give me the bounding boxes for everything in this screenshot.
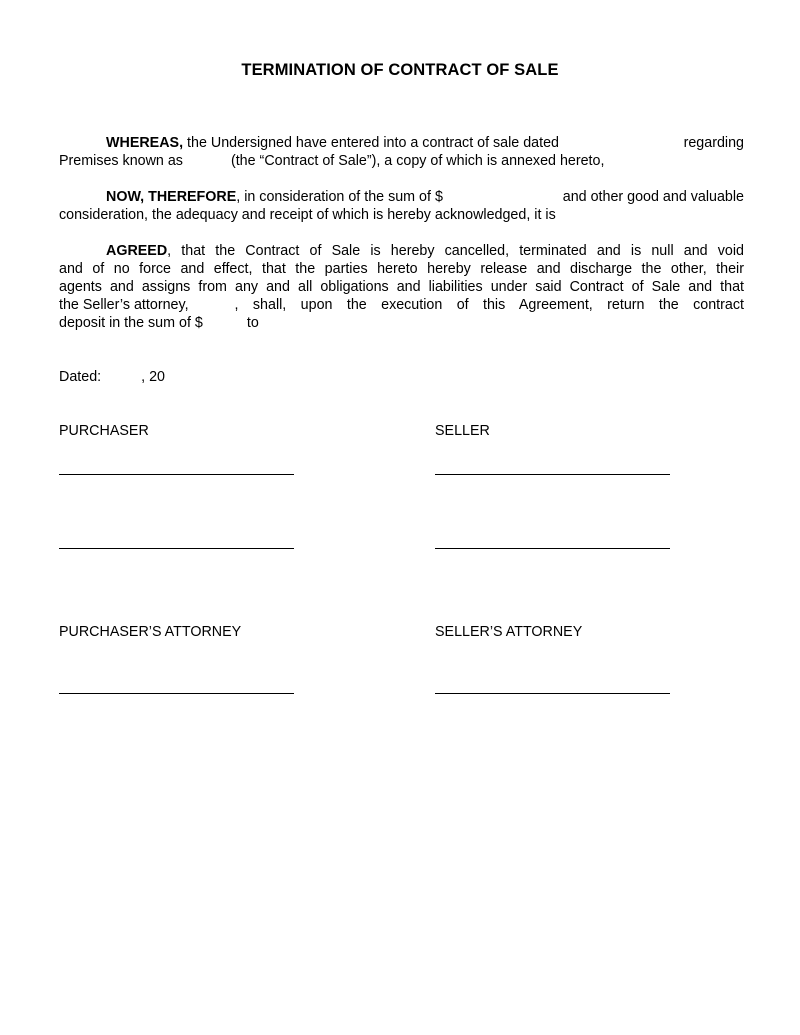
dated-line xyxy=(59,369,165,385)
now-therefore-paragraph xyxy=(59,188,744,224)
seller-signature-line-1 xyxy=(435,474,670,475)
purchaser-label: PURCHASER xyxy=(59,423,149,439)
purchaser-attorney-label: PURCHASER’S ATTORNEY xyxy=(59,624,242,640)
now-therefore-line2: consideration, the adequacy and receipt of which is hereby acknowledged, it is xyxy=(59,207,556,223)
agreed-line4-end: , shall, upon the execution of this Agreement, return the contract xyxy=(234,297,744,313)
whereas-line1-end: regarding xyxy=(683,135,744,151)
agreed-line5-start: deposit in the sum of $ xyxy=(59,315,203,331)
seller-label: SELLER xyxy=(435,423,490,439)
now-therefore-line1-end: and other good and valuable xyxy=(562,189,744,205)
seller-signature-line-2 xyxy=(435,548,670,549)
agreed-line1: , that the Contract of Sale is hereby cancelled, terminated and is null and void xyxy=(167,243,744,259)
agreed-line2: and of no force and effect, that the parties hereto hereby release and discharge the other, their xyxy=(59,261,744,277)
whereas-line2-start: Premises known as xyxy=(59,153,183,169)
whereas-lead: WHEREAS, xyxy=(106,135,184,151)
purchaser-signature-line-1 xyxy=(59,474,294,475)
seller-attorney-label: SELLER’S ATTORNEY xyxy=(435,624,583,640)
agreed-line5-end: to xyxy=(246,315,259,331)
agreed-lead: AGREED xyxy=(106,243,168,259)
dated-year: , 20 xyxy=(141,369,165,385)
seller-attorney-signature-line xyxy=(435,693,670,694)
agreed-line3: agents and assigns from any and all obligations and liabilities under said Contract of Sale and that xyxy=(59,279,744,295)
now-therefore-lead: NOW, THEREFORE xyxy=(106,189,237,205)
dated-label: Dated: xyxy=(59,369,102,385)
purchaser-attorney-signature-line xyxy=(59,693,294,694)
document-title: TERMINATION OF CONTRACT OF SALE xyxy=(241,61,559,79)
whereas-line2-end: (the “Contract of Sale”), a copy of which is annexed hereto, xyxy=(230,153,605,169)
whereas-paragraph xyxy=(59,134,744,170)
now-therefore-line1-text: , in consideration of the sum of $ xyxy=(236,189,443,205)
agreed-paragraph xyxy=(59,242,744,332)
whereas-line1-text: the Undersigned have entered into a contract of sale dated xyxy=(183,135,560,151)
agreed-line4-start: the Seller’s attorney, xyxy=(59,297,189,313)
purchaser-signature-line-2 xyxy=(59,548,294,549)
